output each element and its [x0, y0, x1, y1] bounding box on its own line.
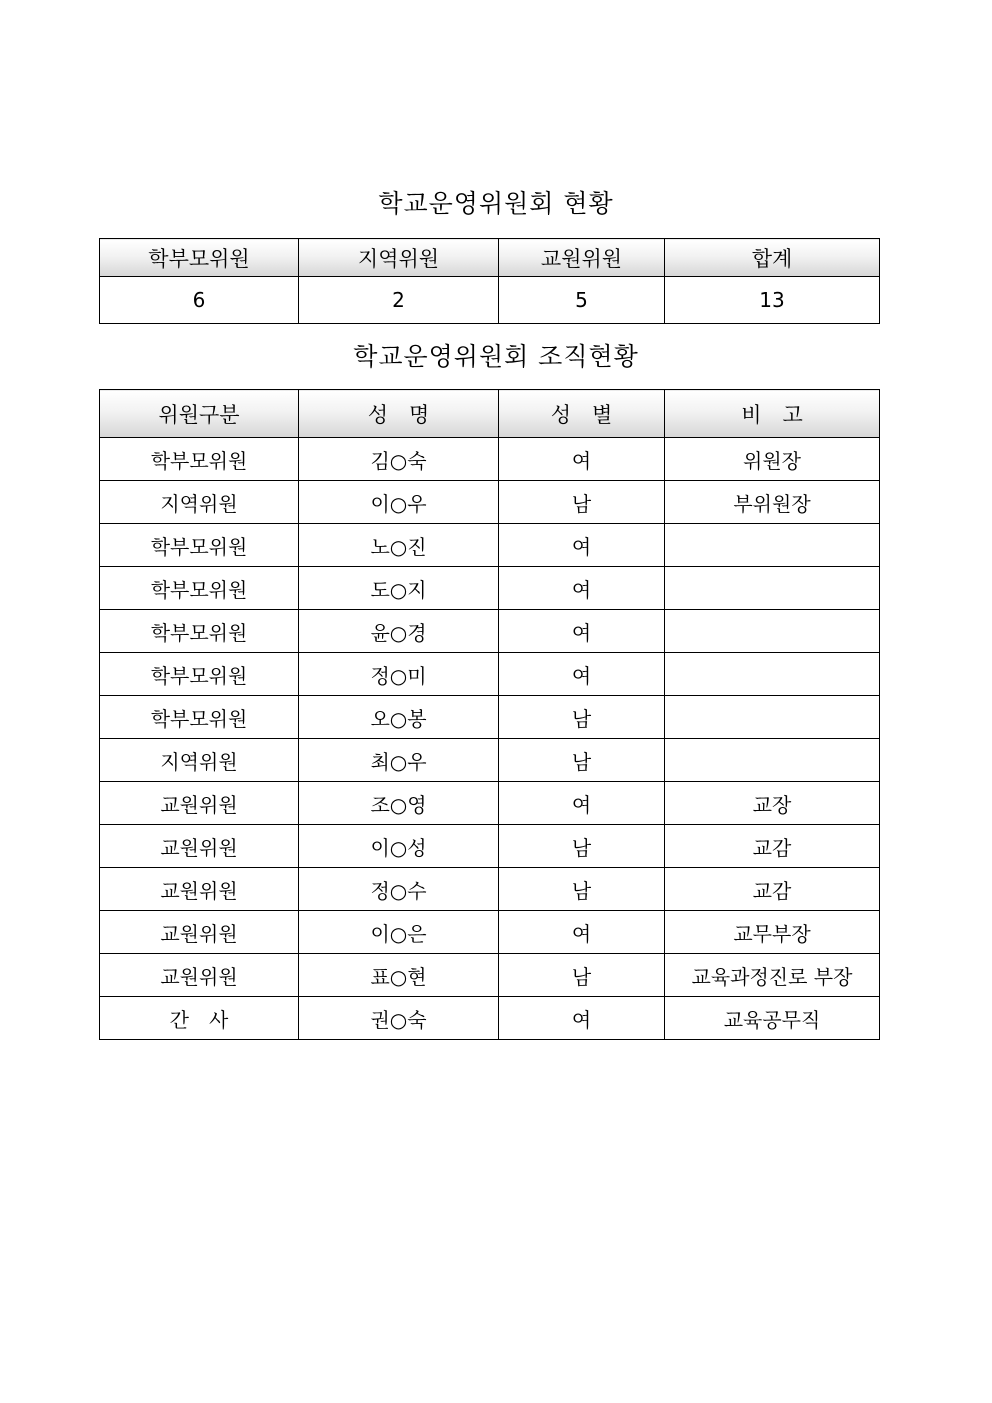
member-note	[665, 610, 880, 653]
table-row	[100, 954, 880, 997]
members-table	[99, 389, 880, 1040]
header-name: 성 명	[299, 390, 499, 438]
member-category: 학부모위원	[100, 696, 299, 739]
table-row	[100, 739, 880, 782]
header-gender: 성 별	[499, 390, 665, 438]
member-category: 교원위원	[100, 868, 299, 911]
summary-header-total: 합계	[665, 239, 880, 277]
member-name: 이○은	[299, 911, 499, 954]
member-category: 교원위원	[100, 782, 299, 825]
member-gender: 남	[499, 739, 665, 782]
member-note: 위원장	[665, 438, 880, 481]
summary-table	[99, 238, 880, 324]
member-category: 학부모위원	[100, 524, 299, 567]
summary-header-row	[100, 239, 880, 277]
member-name: 조○영	[299, 782, 499, 825]
table-row	[100, 653, 880, 696]
table-row	[100, 911, 880, 954]
member-gender: 남	[499, 954, 665, 997]
member-gender: 여	[499, 997, 665, 1040]
member-gender: 남	[499, 825, 665, 868]
member-name: 정○수	[299, 868, 499, 911]
member-gender: 여	[499, 438, 665, 481]
member-name: 이○우	[299, 481, 499, 524]
table-row	[100, 481, 880, 524]
member-note	[665, 696, 880, 739]
member-note: 교감	[665, 868, 880, 911]
organization-title: 학교운영위원회 조직현황	[353, 342, 639, 371]
member-name: 오○봉	[299, 696, 499, 739]
member-category: 교원위원	[100, 825, 299, 868]
summary-value-row	[100, 277, 880, 324]
member-gender: 남	[499, 696, 665, 739]
member-gender: 남	[499, 868, 665, 911]
member-note: 교무부장	[665, 911, 880, 954]
table-row	[100, 438, 880, 481]
member-note	[665, 524, 880, 567]
header-note: 비 고	[665, 390, 880, 438]
member-category: 지역위원	[100, 739, 299, 782]
member-category: 간 사	[100, 997, 299, 1040]
member-name: 표○현	[299, 954, 499, 997]
table-row	[100, 524, 880, 567]
member-name: 최○우	[299, 739, 499, 782]
member-gender: 여	[499, 610, 665, 653]
member-name: 권○숙	[299, 997, 499, 1040]
member-note	[665, 653, 880, 696]
member-note: 교감	[665, 825, 880, 868]
member-gender: 여	[499, 567, 665, 610]
table-row	[100, 997, 880, 1040]
summary-header-parent: 학부모위원	[100, 239, 299, 277]
summary-value-community: 2	[299, 277, 499, 324]
member-name: 이○성	[299, 825, 499, 868]
member-note	[665, 567, 880, 610]
member-note: 부위원장	[665, 481, 880, 524]
member-note: 교장	[665, 782, 880, 825]
member-note: 교육과정진로 부장	[665, 954, 880, 997]
members-header-row	[100, 390, 880, 438]
summary-value-parent: 6	[100, 277, 299, 324]
member-note: 교육공무직	[665, 997, 880, 1040]
member-name: 노○진	[299, 524, 499, 567]
member-name: 윤○경	[299, 610, 499, 653]
table-row	[100, 610, 880, 653]
table-row	[100, 782, 880, 825]
member-category: 교원위원	[100, 954, 299, 997]
table-row	[100, 868, 880, 911]
member-category: 학부모위원	[100, 653, 299, 696]
member-name: 정○미	[299, 653, 499, 696]
member-category: 학부모위원	[100, 610, 299, 653]
summary-header-community: 지역위원	[299, 239, 499, 277]
member-note	[665, 739, 880, 782]
member-category: 지역위원	[100, 481, 299, 524]
table-row	[100, 696, 880, 739]
member-gender: 여	[499, 524, 665, 567]
table-row	[100, 825, 880, 868]
summary-value-teacher: 5	[499, 277, 665, 324]
member-category: 교원위원	[100, 911, 299, 954]
member-gender: 남	[499, 481, 665, 524]
summary-title: 학교운영위원회 현황	[378, 189, 614, 218]
member-category: 학부모위원	[100, 567, 299, 610]
member-category: 학부모위원	[100, 438, 299, 481]
summary-value-total: 13	[665, 277, 880, 324]
member-gender: 여	[499, 911, 665, 954]
summary-header-teacher: 교원위원	[499, 239, 665, 277]
member-name: 도○지	[299, 567, 499, 610]
member-gender: 여	[499, 653, 665, 696]
member-name: 김○숙	[299, 438, 499, 481]
header-category: 위원구분	[100, 390, 299, 438]
member-gender: 여	[499, 782, 665, 825]
table-row	[100, 567, 880, 610]
